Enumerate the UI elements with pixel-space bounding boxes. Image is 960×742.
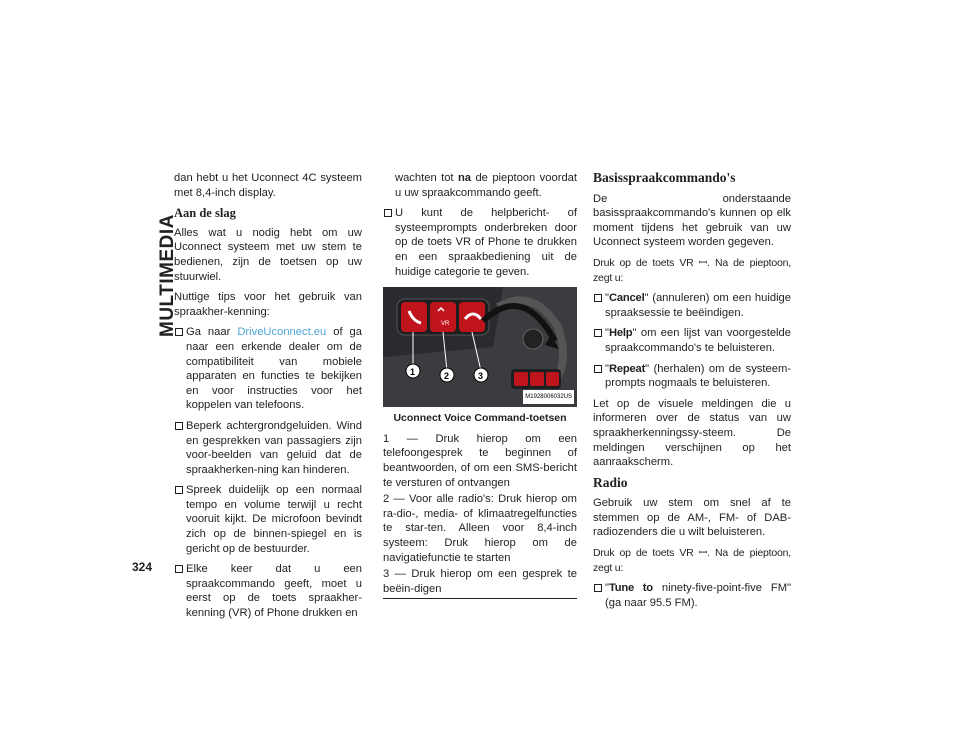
callout-1: 1 <box>410 367 416 378</box>
list-item: Beperk achtergrondgeluiden. Wind en gesprekken van passagiers zijn voor-beelden van geluid dat de spraakherken-ning kan hinderen. <box>174 419 362 477</box>
instruction: Druk op de toets VR ꟷ. Na de pieptoon, zegt u: <box>593 547 792 574</box>
instruction: Druk op de toets VR ꟷ. Na de pieptoon, zegt u: <box>593 256 792 284</box>
list-item: "Cancel" (annuleren) om een huidige spraaksessie te beëindigen. <box>593 291 791 320</box>
legend-item: 3 — Druk hierop om een gesprek te beëin-digen <box>383 568 577 595</box>
tips-list-cont <box>383 206 577 279</box>
column-3 <box>593 171 791 616</box>
driveuconnect-link[interactable]: DriveUconnect.eu <box>237 326 327 339</box>
list-item: "Tune to ninety-five-point-five FM" (ga naar 95.5 FM). <box>593 581 791 610</box>
column-1 <box>174 171 362 627</box>
list-item: U kunt de helpbericht- of systeemprompts onderbreken door op de toets VR of Phone te drukken en een spraakbediening uit de huidige categorie te geven. <box>383 206 577 279</box>
voice-icon: ꟷ <box>698 256 708 269</box>
figure-id: M1928006032US <box>523 390 574 405</box>
continued-text: wachten tot na de pieptoon voordat u uw spraakcommando geeft. <box>395 172 577 199</box>
list-item: Elke keer dat u een spraakcommando geeft, moet u eerst op de toets spraakher-kenning (VR) of Phone drukken en <box>174 562 362 620</box>
intro-text: dan hebt u het Uconnect 4C systeem met 8,4-inch display. <box>174 172 362 199</box>
heading-getting-started: Aan de slag <box>174 206 236 221</box>
legend-item: 1 — Druk hierop om een telefoongesprek te beginnen of beantwoorden, of om een SMS-bericht te versturen of ontvangen <box>383 432 577 489</box>
list-item: Ga naar DriveUconnect.eu of ga naar een erkende dealer om de compatibiliteit van mobiele apparaten en functies te bekijken en voor instructies voor het koppelen van telefoons. <box>174 325 362 413</box>
legend-item: 2 — Voor alle radio's: Druk hierop om ra-dio-, media- of klimaatregelfuncties te star-ten. Alleen voor 8,4-inch systeem: Druk hierop om de navigatiefunctie te starten <box>383 493 577 564</box>
paragraph: Gebruik uw stem om snel af te stemmen op de AM-, FM- of DAB-radiozenders die u wilt beluisteren. <box>593 497 791 539</box>
heading-basic-commands: Basisspraakcommando's <box>593 170 736 185</box>
voice-icon: ꟷ <box>698 547 708 560</box>
paragraph: De onderstaande basisspraakcommando's kunnen op elk moment tijdens het gebruik van uw Uconnect systeem worden gegeven. <box>593 192 791 249</box>
commands-list <box>593 291 791 391</box>
paragraph: Nuttige tips voor het gebruik van spraakher-kenning: <box>174 291 362 318</box>
column-2 <box>383 171 577 599</box>
paragraph: Let op de visuele meldingen die u informeren over de status van uw spraakherkenningssy-steem. De meldingen verschijnen op het aanraakscherm. <box>593 397 791 469</box>
steering-wheel-figure <box>383 287 577 407</box>
heading-radio: Radio <box>593 474 628 490</box>
callout-2: 2 <box>444 371 450 382</box>
figure-caption: Uconnect Voice Command-toetsen <box>393 412 567 425</box>
list-item: Spreek duidelijk op een normaal tempo en volume terwijl u recht vooruit kijkt. De microfoon bevindt zich op de binnen-spiegel en is gericht op de bestuurder. <box>174 483 362 556</box>
list-item: "Repeat" (herhalen) om de systeem-prompts nogmaals te beluisteren. <box>593 362 791 391</box>
list-item: "Help" om een lijst van voorgestelde spraakcommando's te beluisteren. <box>593 326 791 355</box>
paragraph: Alles wat u nodig hebt om uw Uconnect systeem met uw stem te bedienen, zijn de toetsen op uw stuurwiel. <box>174 226 362 283</box>
divider <box>383 598 577 599</box>
tips-list <box>174 325 362 620</box>
page-number: 324 <box>132 560 153 574</box>
section-tab: MULTIMEDIA <box>157 214 178 337</box>
figure-legend <box>383 432 577 597</box>
callout-3: 3 <box>478 371 484 382</box>
radio-commands-list <box>593 581 791 610</box>
vr-label: VR <box>441 321 450 328</box>
